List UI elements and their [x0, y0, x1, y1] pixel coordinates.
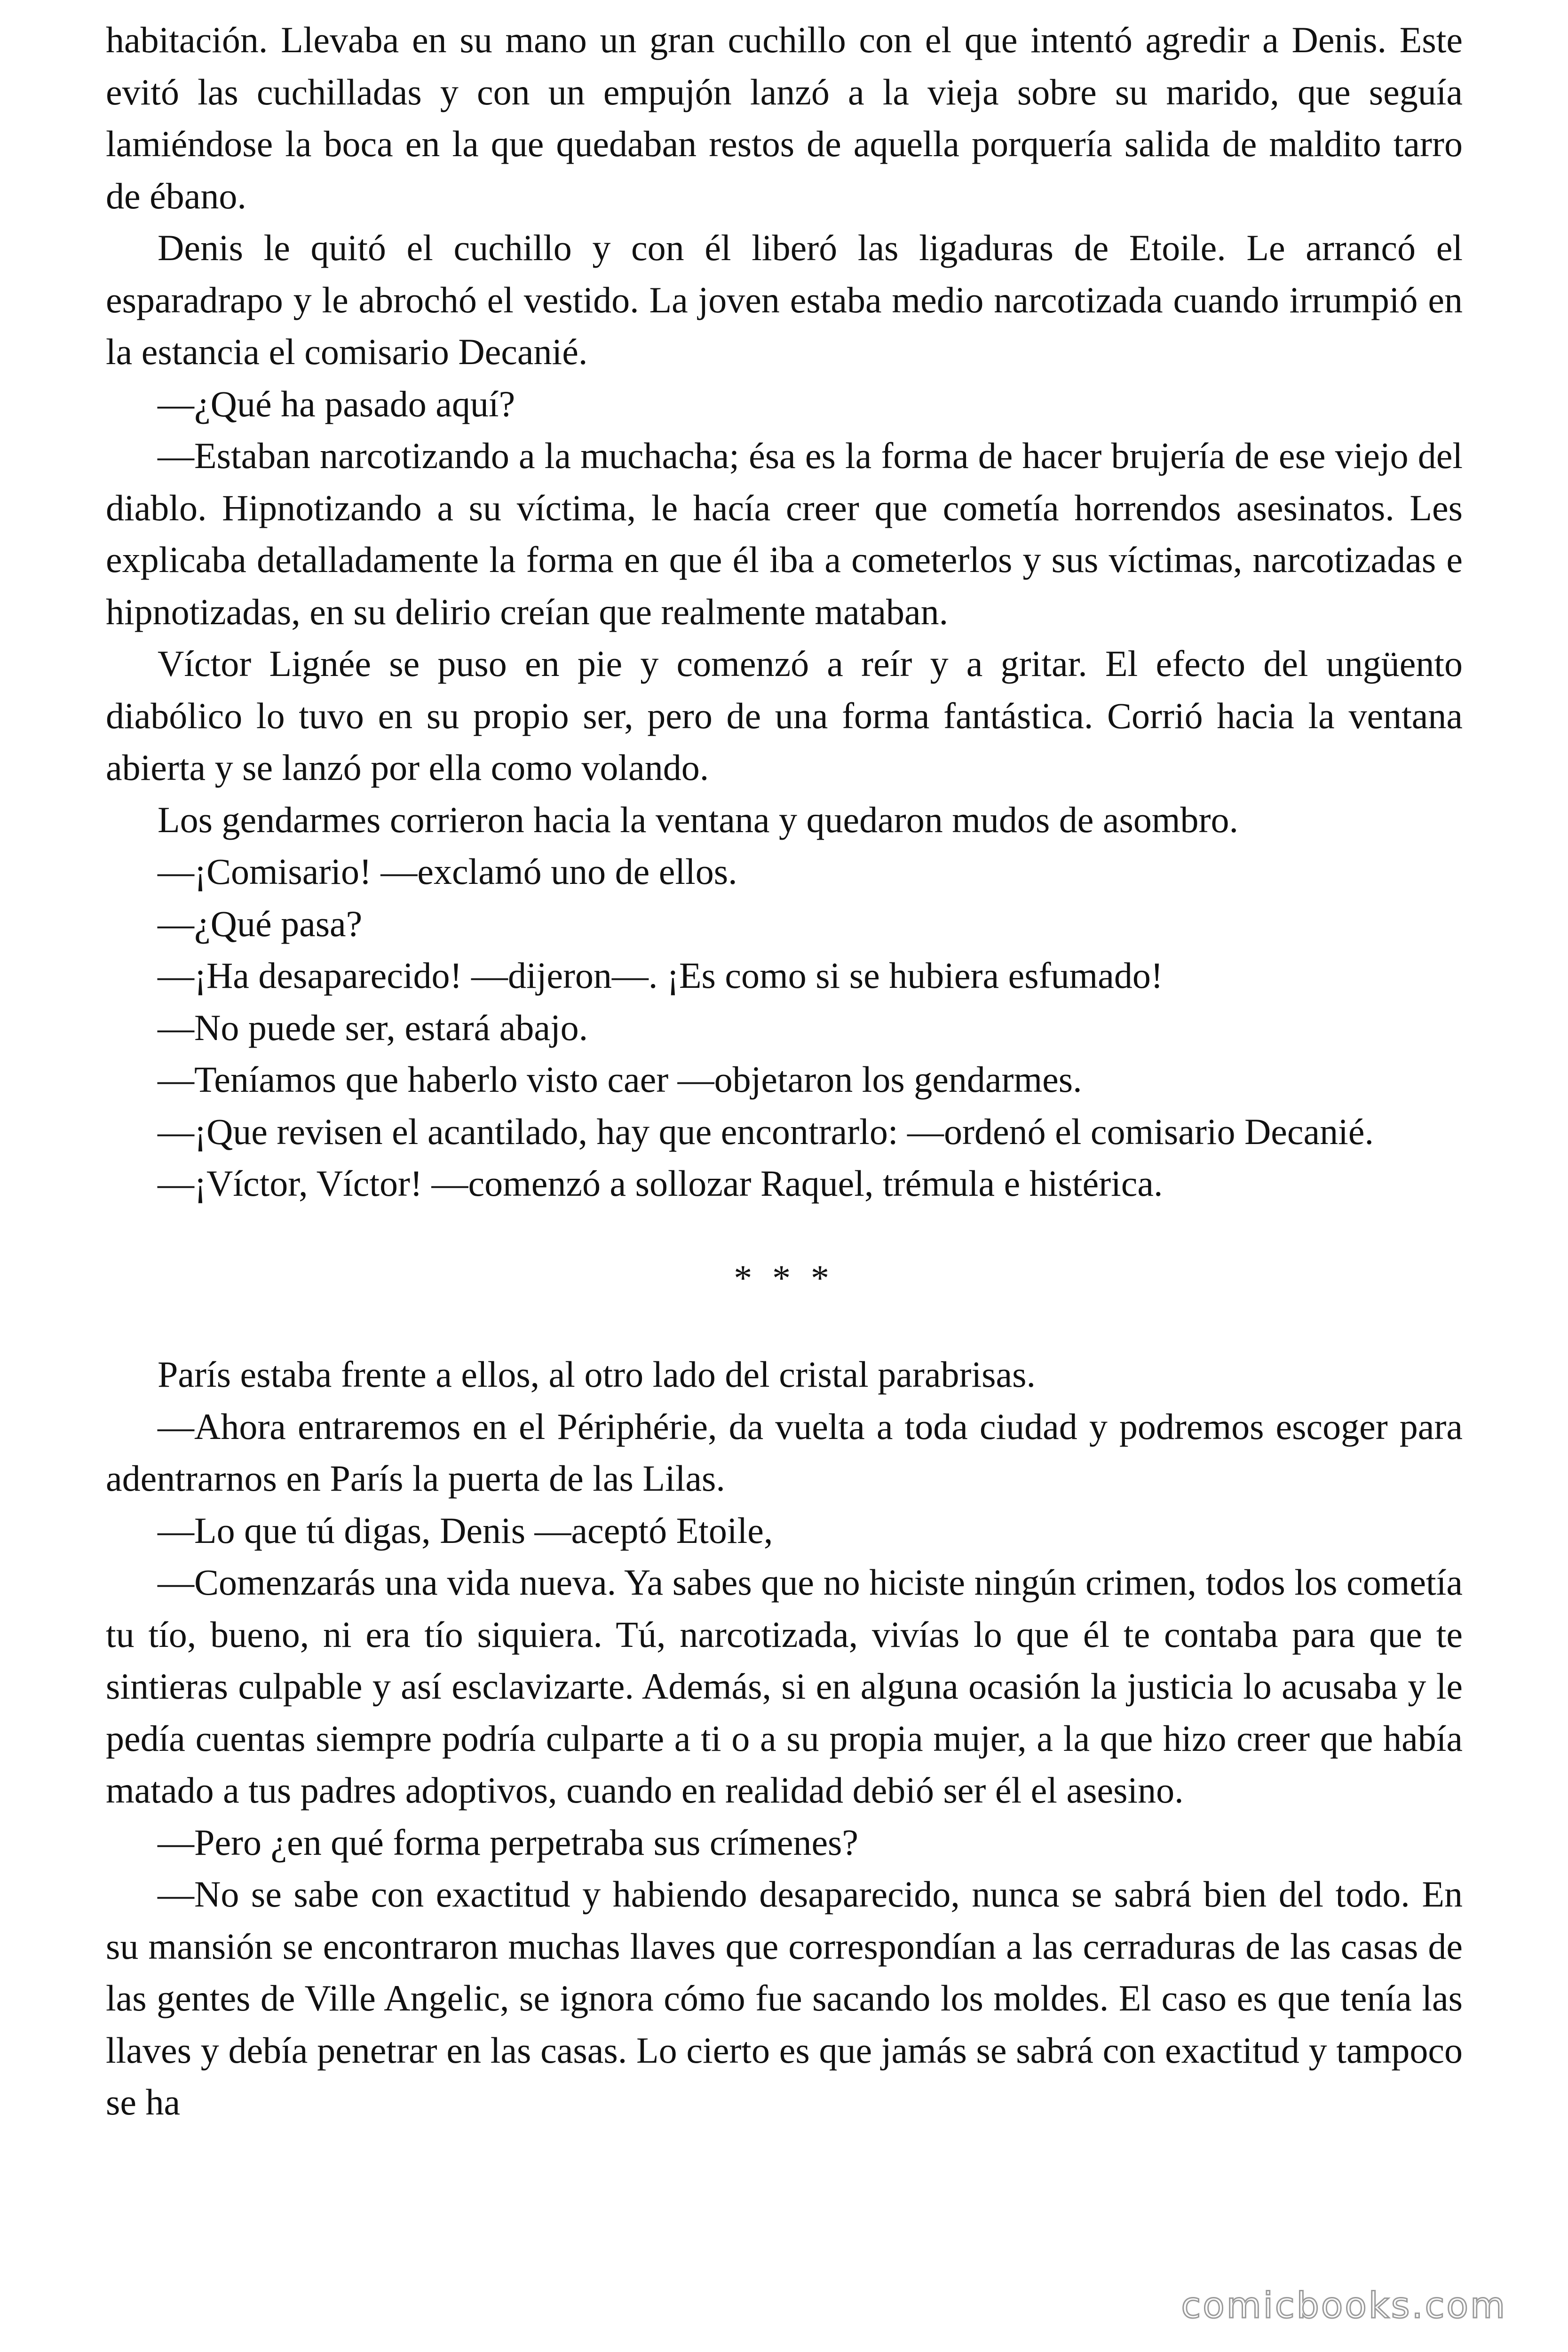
- paragraph: París estaba frente a ellos, al otro lado del cristal parabrisas.: [158, 1354, 1036, 1395]
- paragraph: —Teníamos que haberlo visto caer —objetaron los gendarmes.: [158, 1059, 1082, 1100]
- paragraph: —¿Qué ha pasado aquí?: [158, 383, 515, 424]
- paragraph: —¡Comisario! —exclamó uno de ellos.: [158, 851, 737, 892]
- section-separator: * * *: [734, 1257, 835, 1298]
- page-body: [106, 14, 1463, 2129]
- paragraph: habitación. Llevaba en su mano un gran cuchillo con el que intentó agredir a Denis. Este evitó las cuchilladas y con un empujón lanzó a la vieja sobre su marido, que seguía lamiéndose la boca en la que quedaban restos de aquella porquería salida de maldito tarro de ébano.: [106, 19, 1463, 216]
- paragraph: —Estaban narcotizando a la muchacha; ésa es la forma de hacer brujería de ese viejo del diablo. Hipnotizando a su víctima, le hacía creer que cometía horrendos asesinatos. Les explicaba detalladamente la forma en que él iba a cometerlos y sus víctimas, narcotizadas e hipnotizadas, en su delirio creían que realmente mataban.: [106, 435, 1463, 632]
- paragraph: —¿Qué pasa?: [158, 903, 363, 944]
- paragraph: —Ahora entraremos en el Périphérie, da vuelta a toda ciudad y podremos escoger para adentrarnos en París la puerta de las Lilas.: [106, 1406, 1463, 1499]
- paragraph: Los gendarmes corrieron hacia la ventana y quedaron mudos de asombro.: [158, 799, 1239, 840]
- paragraph: —¡Víctor, Víctor! —comenzó a sollozar Raquel, trémula e histérica.: [158, 1163, 1163, 1204]
- paragraph: —No se sabe con exactitud y habiendo desaparecido, nunca se sabrá bien del todo. En su mansión se encontraron muchas llaves que correspondían a las cerraduras de las casas de las gentes de Ville Angelic, se ignora cómo fue sacando los moldes. El caso es que tenía las llaves y debía penetrar en las casas. Lo cierto es que jamás se sabrá con exactitud y tampoco se ha: [106, 1874, 1463, 2122]
- paragraph: —Pero ¿en qué forma perpetraba sus crímenes?: [158, 1821, 859, 1863]
- paragraph: —No puede ser, estará abajo.: [158, 1007, 588, 1048]
- paragraph: —Comenzarás una vida nueva. Ya sabes que no hiciste ningún crimen, todos los cometía tu tío, bueno, ni era tío siquiera. Tú, narcotizada, vivías lo que él te contaba para que te sintieras culpable y así esclavizarte. Además, si en alguna ocasión la justicia lo acusaba y le pedía cuentas siempre podría culparte a ti o a su propia mujer, a la que hizo creer que había matado a tus padres adoptivos, cuando en realidad debió ser él el asesino.: [106, 1562, 1463, 1811]
- paragraph: —¡Ha desaparecido! —dijeron—. ¡Es como si se hubiera esfumado!: [158, 955, 1163, 996]
- paragraph: —Lo que tú digas, Denis —aceptó Etoile,: [158, 1510, 773, 1551]
- paragraph: Víctor Lignée se puso en pie y comenzó a reír y a gritar. El efecto del ungüento diabólico lo tuvo en su propio ser, pero de una forma fantástica. Corrió hacia la ventana abierta y se lanzó por ella como volando.: [106, 643, 1463, 788]
- paragraph: —¡Que revisen el acantilado, hay que encontrarlo: —ordenó el comisario Decanié.: [158, 1111, 1374, 1152]
- watermark: comicbooks.com: [1181, 2284, 1507, 2326]
- paragraph: Denis le quitó el cuchillo y con él liberó las ligaduras de Etoile. Le arrancó el esparadrapo y le abrochó el vestido. La joven estaba medio narcotizada cuando irrumpió en la estancia el comisario Decanié.: [106, 227, 1463, 372]
